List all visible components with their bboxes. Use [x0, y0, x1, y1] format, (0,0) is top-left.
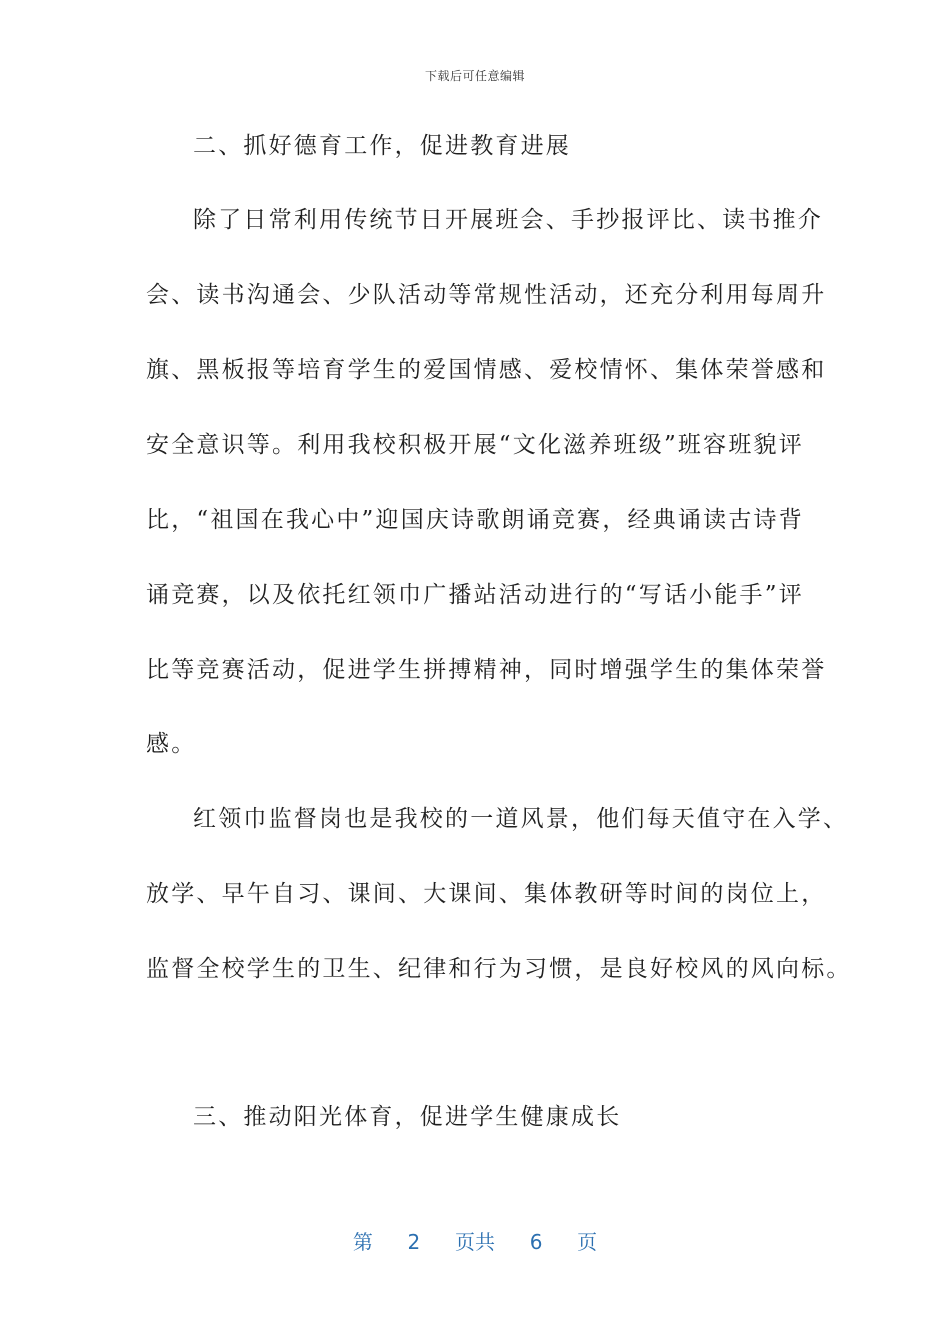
paragraph-line: 安全意识等。利用我校积极开展“文化滋养班级”班容班貌评	[146, 432, 804, 458]
paragraph-line: 除了日常利用传统节日开展班会、手抄报评比、读书推介	[193, 207, 823, 233]
paragraph-line: 感。	[146, 731, 197, 757]
section-heading-moral-education: 二、抓好德育工作，促进教育进展	[193, 133, 571, 159]
paragraph-line: 诵竞赛，以及依托红领巾广播站活动进行的“写话小能手”评	[146, 582, 804, 608]
paragraph-line: 旗、黑板报等培育学生的爱国情感、爱校情怀、集体荣誉感和	[146, 357, 827, 383]
header-note: 下载后可任意编辑	[424, 69, 525, 83]
paragraph-line: 会、读书沟通会、少队活动等常规性活动，还充分利用每周升	[146, 282, 827, 308]
paragraph-line: 比，“祖国在我心中”迎国庆诗歌朗诵竞赛，经典诵读古诗背	[146, 507, 804, 533]
footer-current-page: 2	[407, 1230, 421, 1254]
footer-middle: 页共	[455, 1230, 495, 1254]
page-footer	[0, 1226, 950, 1255]
footer-suffix: 页	[577, 1230, 598, 1254]
footer-prefix: 第	[352, 1230, 373, 1254]
paragraph-line: 比等竞赛活动，促进学生拼搏精神，同时增强学生的集体荣誉	[146, 657, 827, 683]
section-heading-sunshine-sports: 三、推动阳光体育，促进学生健康成长	[193, 1104, 622, 1130]
footer-total-pages: 6	[529, 1230, 543, 1254]
paragraph-line: 监督全校学生的卫生、纪律和行为习惯，是良好校风的风向标。	[146, 956, 852, 982]
paragraph-line: 放学、早午自习、课间、大课间、集体教研等时间的岗位上，	[146, 881, 827, 907]
paragraph-line: 红领巾监督岗也是我校的一道风景，他们每天值守在入学、	[193, 806, 849, 832]
